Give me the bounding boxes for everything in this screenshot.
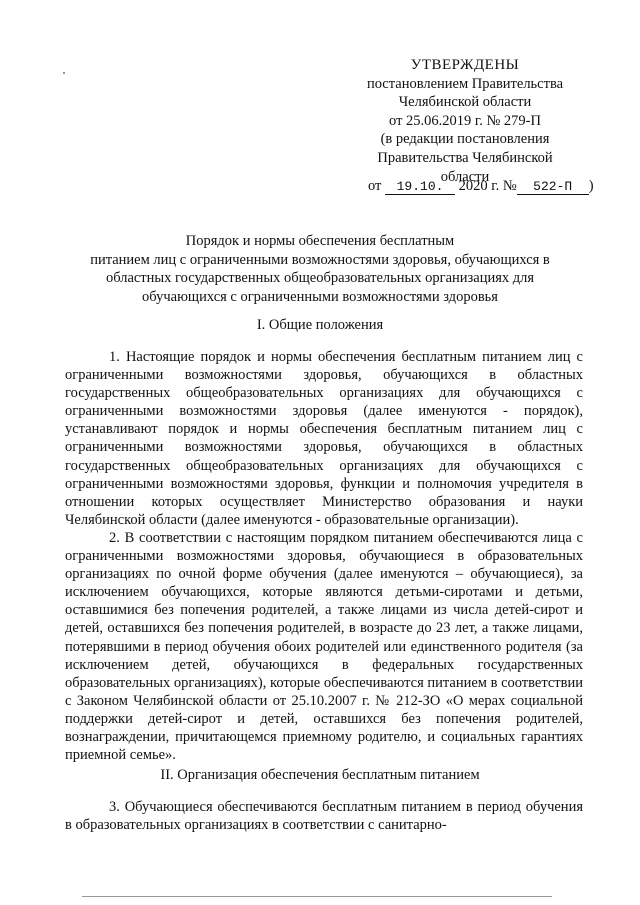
section-general-body bbox=[65, 348, 583, 764]
approval-line: Челябинской области bbox=[398, 94, 532, 111]
section-organization-body bbox=[65, 798, 583, 834]
title-line: обучающихся с ограниченными возможностями здоровья bbox=[142, 288, 498, 305]
scan-artifact-line bbox=[82, 896, 552, 897]
date-field: 19.10. bbox=[385, 179, 455, 195]
scan-speck bbox=[63, 72, 65, 74]
approval-line: постановлением Правительства bbox=[366, 75, 564, 92]
section-heading-organization: II. Организация обеспечения бесплатным питанием bbox=[160, 767, 480, 783]
title-line: Порядок и нормы обеспечения бесплатным bbox=[185, 233, 455, 249]
approval-line: Правительства Челябинской bbox=[377, 149, 553, 166]
approval-line: области bbox=[440, 168, 490, 185]
paragraph-2: 2. В соответствии с настоящим порядком питанием обеспечиваются лица с ограниченными возможностями здоровья, обучающиеся в образовательных организациях по очной форме обучения (далее именуются – обучающиеся), за исключением обучающихся, которые являются детьми-сиротами и детьми, оставшимися без попечения родителей, а также лицами из числа детей-сирот и детей, оставшихся без попечения родителей, в возрасте до 23 лет, а также лицами, потерявшими в период обучения обоих родителей или единственного родителя (за исключением детей, обучающихся в федеральных государственных образовательных организациях), которые обеспечиваются питанием в соответствии с Законом Челябинской области от 25.10.2007 г. № 212-ЗО «О мерах социальной поддержки детей-сирот и детей, оставшихся без попечения родителей, вознаграждении, причитающемся приемному родителю, и социальных гарантиях приемной семье». bbox=[65, 529, 583, 764]
approval-heading: УТВЕРЖДЕНЫ bbox=[410, 57, 520, 73]
date-prefix: от bbox=[368, 178, 382, 194]
document-title bbox=[60, 232, 580, 306]
date-year: 2020 г. № bbox=[458, 178, 517, 194]
paragraph-1: 1. Настоящие порядок и нормы обеспечения бесплатным питанием лиц с ограниченными возможностями здоровья, обучающихся в областных государственных общеобразовательных организациях для обучающихся с ограниченными возможностями здоровья (далее именуются - порядок), устанавливают порядок и нормы обеспечения бесплатным питанием лиц с ограниченными возможностями здоровья, обучающихся в областных государственных общеобразовательных организациях для обучающихся с ограниченными возможностями здоровья, функции и полномочия учредителя в отношении которых осуществляет Министерство образования и науки Челябинской области (далее именуются - образовательные организации). bbox=[65, 349, 583, 528]
title-line: областных государственных общеобразовательных организациях для bbox=[105, 270, 535, 287]
number-field: 522-П bbox=[517, 179, 589, 195]
approval-line: от 25.06.2019 г. № 279-П bbox=[389, 112, 541, 129]
amendment-date-line bbox=[368, 177, 608, 195]
section-heading-general: I. Общие положения bbox=[256, 317, 384, 333]
closing-paren: ) bbox=[588, 178, 594, 194]
paragraph-3: 3. Обучающиеся обеспечиваются бесплатным питанием в период обучения в образовательных организациях в соответствии с санитарно- bbox=[65, 799, 583, 834]
approval-stamp-block bbox=[340, 56, 590, 186]
title-line: питанием лиц с ограниченными возможностями здоровья, обучающихся в bbox=[90, 251, 550, 268]
approval-line: (в редакции постановления bbox=[380, 131, 550, 148]
